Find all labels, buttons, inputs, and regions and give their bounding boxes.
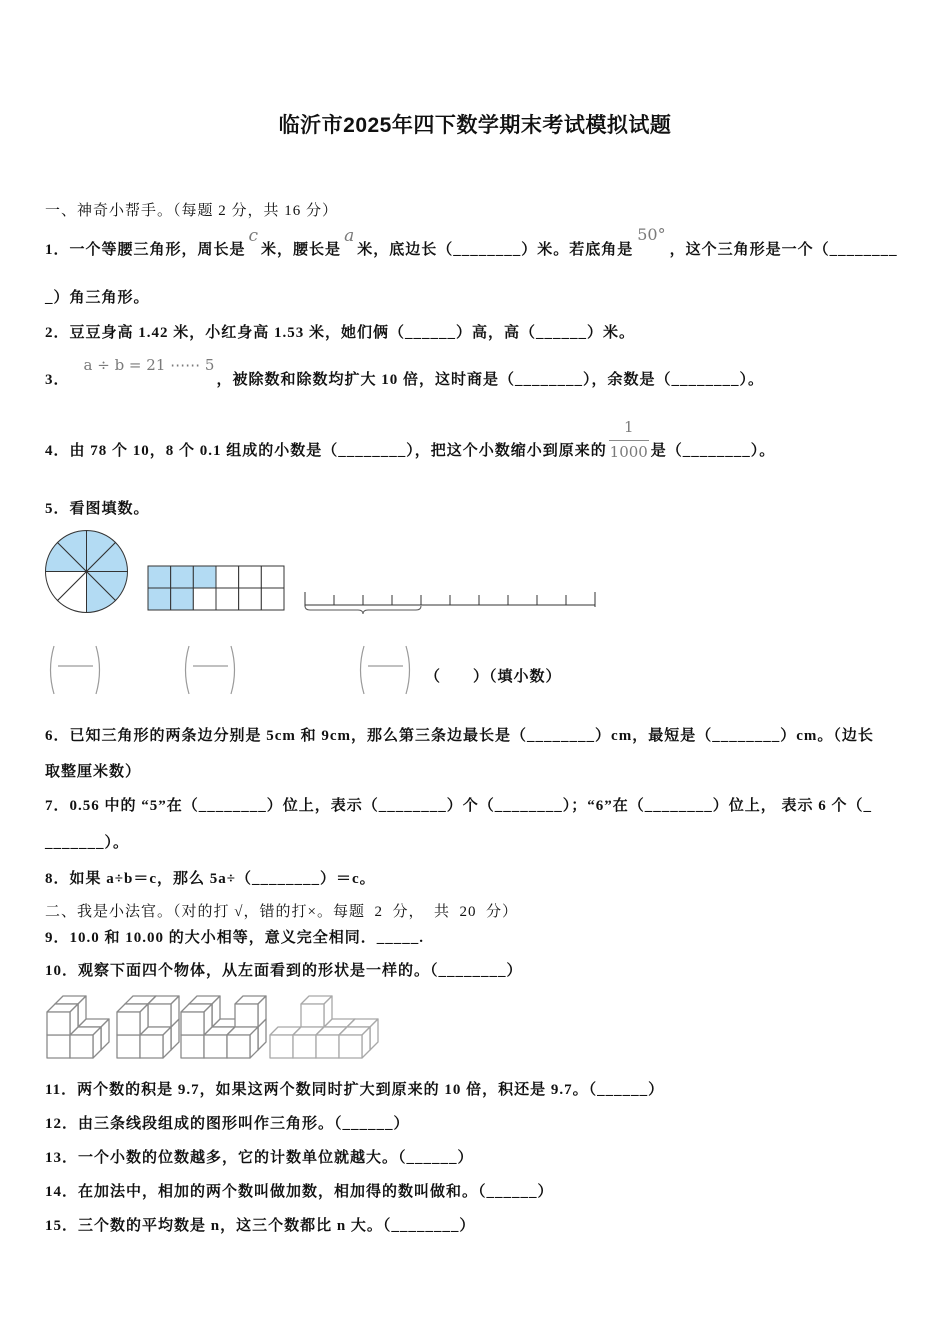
cube-front-face <box>117 1035 140 1058</box>
fraction-one-thousandth <box>609 418 649 461</box>
cube <box>339 1027 370 1058</box>
question-5: 5．看图填数。 <box>45 501 150 517</box>
fraction-answer-blank-3 <box>361 646 410 694</box>
cube <box>117 1004 148 1035</box>
cube-object-4 <box>270 996 378 1058</box>
cube-front-face <box>47 1035 70 1058</box>
cube-front-face <box>204 1035 227 1058</box>
cube-object-3 <box>181 996 266 1058</box>
cube-front-face <box>293 1035 316 1058</box>
division-formula: a ÷ b = 21 ⋯⋯ 5 <box>83 356 215 374</box>
question-15: 15．三个数的平均数是 n，这三个数都比 n 大。（________） <box>45 1218 476 1234</box>
fraction-answer-blank-2 <box>186 646 235 694</box>
q3-text: ，被除数和除数均扩大 10 倍，这时商是（________），余数是（________）。 <box>216 372 764 388</box>
question-11: 11．两个数的积是 9.7，如果这两个数同时扩大到原来的 10 倍，积还是 9.7。（______） <box>45 1082 665 1098</box>
grid-cell <box>239 566 262 588</box>
cube-object-1 <box>47 996 109 1058</box>
fraction-bar <box>609 440 649 441</box>
grid-cell <box>216 588 239 610</box>
section-2-heading: 二、我是小法官。（对的打 √，错的打×。每题 2 分， 共 20 分） <box>45 904 518 920</box>
q3-number: 3． <box>45 372 70 388</box>
left-paren <box>51 646 55 694</box>
number-line <box>305 592 595 614</box>
cube-front-face <box>235 1004 258 1027</box>
right-paren <box>406 646 410 694</box>
variable-c: c <box>248 226 259 246</box>
question-10-cube-figures <box>0 988 380 1064</box>
grid-cell <box>261 566 284 588</box>
variable-a: a <box>344 226 355 246</box>
cube <box>148 996 179 1027</box>
cube-front-face <box>181 1012 204 1035</box>
question-3 <box>45 356 764 390</box>
cube <box>227 1027 258 1058</box>
question-12: 12．由三条线段组成的图形叫作三角形。（______） <box>45 1116 410 1132</box>
q1-text-part-4: ，这个三角形是一个（________ <box>669 242 898 258</box>
fraction-numerator: 1 <box>623 418 634 436</box>
grid-cell <box>171 588 194 610</box>
cube-front-face <box>316 1035 339 1058</box>
question-4 <box>45 418 776 461</box>
question-2: 2．豆豆身高 1.42 米，小红身高 1.53 米，她们俩（______）高，高（______）米。 <box>45 325 636 341</box>
cube-front-face <box>270 1035 293 1058</box>
question-8: 8．如果 a÷b＝c，那么 5a÷（________）＝c。 <box>45 871 376 887</box>
left-paren <box>361 646 365 694</box>
grid-cell <box>216 566 239 588</box>
cube-object-2 <box>117 996 179 1058</box>
angle-value: 50° <box>637 225 666 244</box>
section-1-heading: 一、神奇小帮手。（每题 2 分，共 16 分） <box>45 203 339 219</box>
question-13: 13．一个小数的位数越多，它的计数单位就越大。（______） <box>45 1150 474 1166</box>
cube <box>140 1027 171 1058</box>
cube-front-face <box>227 1035 250 1058</box>
question-9: 9．10.0 和 10.00 的大小相等，意义完全相同．_____. <box>45 930 425 946</box>
cube-front-face <box>117 1012 140 1035</box>
question-6: 6．已知三角形的两条边分别是 5cm 和 9cm，那么第三条边最长是（________）cm，最短是（________）cm。（边长 <box>45 728 874 744</box>
divided-circle <box>46 531 128 613</box>
cube <box>235 996 266 1027</box>
left-paren <box>186 646 190 694</box>
cube-objects <box>47 996 378 1058</box>
question-6-continuation: 取整厘米数） <box>45 764 142 780</box>
page-title: 临沂市2025年四下数学期末考试模拟试题 <box>278 114 672 137</box>
question-1 <box>45 225 898 260</box>
decimal-answer <box>425 667 562 687</box>
decimal-answer-blank: （ ） <box>425 669 490 685</box>
cube <box>47 1004 78 1035</box>
cube-front-face <box>339 1035 362 1058</box>
grid-cell <box>261 588 284 610</box>
cube <box>70 1027 101 1058</box>
grid-cell <box>193 566 216 588</box>
right-paren <box>231 646 235 694</box>
question-10: 10．观察下面四个物体，从左面看到的形状是一样的。（________） <box>45 963 523 979</box>
question-14: 14．在加法中，相加的两个数叫做加数，相加得的数叫做和。（______） <box>45 1184 554 1200</box>
question-7-continuation: _______）。 <box>45 835 130 851</box>
question-7: 7．0.56 中的 “5”在（________）位上，表示（________）个（________）；“6”在（________）位上， 表示 6 个（_ <box>45 798 873 814</box>
grid-cell <box>239 588 262 610</box>
cube-front-face <box>181 1035 204 1058</box>
q1-text-part-1: 1．一个等腰三角形，周长是 <box>45 242 246 258</box>
question-1-continuation: _）角三角形。 <box>45 290 150 306</box>
grid-cell <box>148 588 171 610</box>
q4-text-part-1: 4．由 78 个 10，8 个 0.1 组成的小数是（________），把这个小数缩小到原来的 <box>45 443 607 459</box>
cube-front-face <box>70 1035 93 1058</box>
cube <box>301 996 332 1027</box>
grid-cell <box>148 566 171 588</box>
shaded-grid <box>148 566 284 610</box>
grid-cell <box>171 566 194 588</box>
cube-front-face <box>301 1004 324 1027</box>
q4-text-part-2: 是（________）。 <box>650 443 776 459</box>
grid-cell <box>193 588 216 610</box>
cube-front-face <box>140 1035 163 1058</box>
q1-text-part-2: 米，腰长是 <box>261 242 342 258</box>
cube <box>181 1004 212 1035</box>
number-line-bracket <box>305 606 421 614</box>
fraction-answer-blank-1 <box>51 646 100 694</box>
fraction-denominator: 1000 <box>609 443 648 461</box>
cube-front-face <box>148 1004 171 1027</box>
decimal-answer-hint: （填小数） <box>489 669 562 685</box>
q1-text-part-3: 米，底边长（________）米。若底角是 <box>357 242 634 258</box>
cube-front-face <box>47 1012 70 1035</box>
right-paren <box>96 646 100 694</box>
